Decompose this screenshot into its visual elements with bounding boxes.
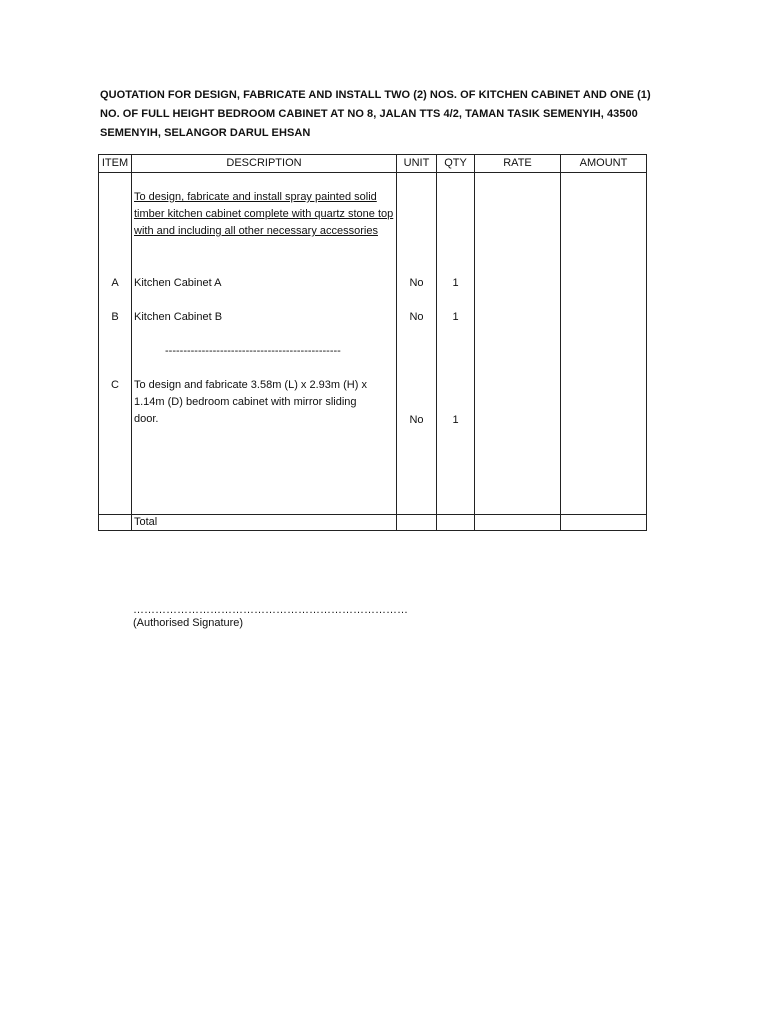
header-amount: AMOUNT bbox=[579, 157, 628, 169]
header-item: ITEM bbox=[101, 157, 129, 169]
total-label: Total bbox=[134, 516, 158, 528]
row-a-qty: 1 bbox=[452, 277, 459, 289]
row-b-item: B bbox=[111, 311, 119, 323]
header-qty: QTY bbox=[444, 157, 467, 169]
header-divider bbox=[99, 172, 646, 173]
document-title: QUOTATION FOR DESIGN, FABRICATE AND INSTALL TWO (2) NOS. OF KITCHEN CABINET AND ONE (1) NO. OF FULL HEIGHT BEDROOM CABINET AT NO 8, JALAN TTS 4/2, TAMAN TASIK SEMENYIH, 43500 SEMENYIH, SELANGOR DARUL EHSAN bbox=[100, 89, 651, 139]
row-c-item: C bbox=[111, 379, 119, 391]
column-divider bbox=[396, 155, 397, 530]
column-divider bbox=[436, 155, 437, 530]
column-divider bbox=[474, 155, 475, 530]
header-unit: UNIT bbox=[403, 157, 430, 169]
header-rate: RATE bbox=[503, 157, 532, 169]
separator-line: ------------------------------------------------ bbox=[165, 345, 341, 357]
intro-description: To design, fabricate and install spray painted solid timber kitchen cabinet complete with quartz stone top with and including all other necessary accessories bbox=[134, 191, 394, 237]
signature-label: (Authorised Signature) bbox=[133, 617, 244, 629]
row-c-description: To design and fabricate 3.58m (L) x 2.93m (H) x 1.14m (D) bedroom cabinet with mirror sliding door. bbox=[134, 379, 367, 425]
header-description: DESCRIPTION bbox=[226, 157, 302, 169]
row-b-qty: 1 bbox=[452, 311, 459, 323]
column-divider bbox=[560, 155, 561, 530]
quotation-table bbox=[98, 154, 647, 531]
row-c-qty: 1 bbox=[452, 414, 459, 426]
row-a-unit: No bbox=[409, 277, 424, 289]
row-b-unit: No bbox=[409, 311, 424, 323]
row-a-item: A bbox=[111, 277, 119, 289]
row-b-description: Kitchen Cabinet B bbox=[134, 311, 223, 323]
signature-line: ………………………………………………………………… bbox=[133, 604, 408, 616]
column-divider bbox=[131, 155, 132, 530]
row-a-description: Kitchen Cabinet A bbox=[134, 277, 222, 289]
row-c-unit: No bbox=[409, 414, 424, 426]
